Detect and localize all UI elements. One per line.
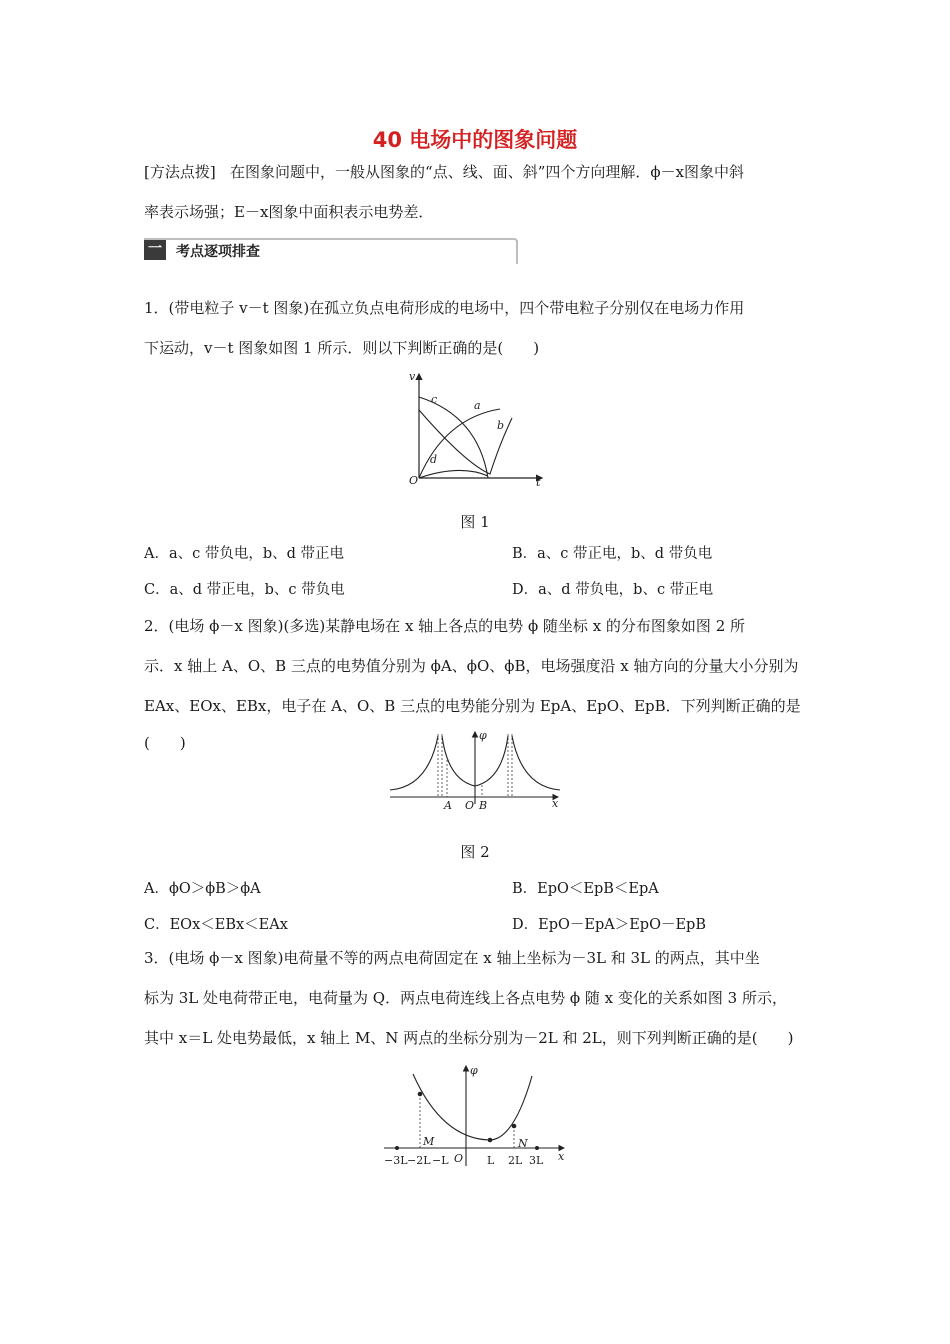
figure-3-label-m: M xyxy=(423,1135,435,1148)
section-header xyxy=(144,238,520,262)
figure-3-point-m xyxy=(418,1092,423,1097)
q2-line-2: 示．x 轴上 A、O、B 三点的电势值分别为 ϕA、ϕO、ϕB，电场强度沿 x 轴方向的分量大小分别为 xyxy=(144,657,799,675)
figure-2-x-label: x xyxy=(552,797,559,810)
figure-1-caption: 图 1 xyxy=(460,513,490,531)
q2-option-b[interactable]: B．EpO＜EpB＜EpA xyxy=(512,881,659,897)
figure-3-origin: O xyxy=(454,1152,464,1165)
figure-1-x-label: t xyxy=(536,476,541,489)
figure-2-curve-right xyxy=(512,736,560,790)
figure-3-tick-3l: 3L xyxy=(529,1154,544,1167)
q1-option-c[interactable]: C．a、d 带正电，b、c 带负电 xyxy=(144,582,345,598)
curve-label-a: a xyxy=(474,399,481,412)
figure-3-tick-2l: 2L xyxy=(508,1154,523,1167)
figure-3-phi-x-graph xyxy=(384,1064,574,1170)
figure-3-point-n xyxy=(512,1124,517,1129)
curve-label-d: d xyxy=(430,453,438,466)
figure-3-charge-right xyxy=(535,1146,539,1150)
q2-option-d[interactable]: D．EpO－EpA＞EpO－EpB xyxy=(512,917,706,933)
figure-3-charge-left xyxy=(395,1146,399,1150)
figure-1-vt-graph xyxy=(400,368,550,490)
q1-option-b[interactable]: B．a、c 带正电，b、d 带负电 xyxy=(512,546,713,562)
q3-line-3: 其中 x＝L 处电势最低，x 轴上 M、N 两点的坐标分别为－2L 和 2L，则下列判断正确的是( ) xyxy=(144,1029,794,1047)
figure-2-label-a: A xyxy=(444,799,452,812)
curve-label-c: c xyxy=(431,393,438,406)
figure-1-origin: O xyxy=(409,474,419,487)
section-label: 考点逐项排查 xyxy=(176,244,260,260)
intro-line-1: [方法点拨] 在图象问题中，一般从图象的“点、线、面、斜”四个方向理解．ϕ－x图象中斜 xyxy=(144,163,745,181)
curve-label-b: b xyxy=(497,419,505,432)
figure-3-label-n: N xyxy=(518,1137,528,1150)
figure-1-y-label: v xyxy=(409,370,416,383)
q1-option-a[interactable]: A．a、c 带负电，b、d 带正电 xyxy=(144,546,345,562)
figure-2-curve-left xyxy=(390,736,438,790)
figure-3-x-label: x xyxy=(558,1150,565,1163)
q3-line-2: 标为 3L 处电荷带正电，电荷量为 Q．两点电荷连线上各点电势 ϕ 随 x 变化的关系如图 3 所示， xyxy=(144,989,787,1007)
q2-option-a[interactable]: A．ϕO＞ϕB＞ϕA xyxy=(144,881,261,897)
figure-2-caption: 图 2 xyxy=(460,843,490,861)
q2-option-c[interactable]: C．EOx＜EBx＜EAx xyxy=(144,917,288,933)
q1-line-2: 下运动，v－t 图象如图 1 所示．则以下判断正确的是( ) xyxy=(144,339,540,357)
q2-line-1: 2．(电场 ϕ－x 图象)(多选)某静电场在 x 轴上各点的电势 ϕ 随坐标 x 的分布图象如图 2 所 xyxy=(144,617,746,635)
figure-3-y-label: φ xyxy=(470,1064,478,1077)
figure-3-point-min xyxy=(488,1138,493,1143)
figure-2-label-b: B xyxy=(479,799,488,812)
figure-3-tick-l: L xyxy=(487,1154,495,1167)
q1-option-d[interactable]: D．a、d 带负电，b、c 带正电 xyxy=(512,582,714,598)
q1-line-1: 1．(带电粒子 v－t 图象)在孤立负点电荷形成的电场中，四个带电粒子分别仅在电场力作用 xyxy=(144,299,745,317)
q3-line-1: 3．(电场 ϕ－x 图象)电荷量不等的两点电荷固定在 x 轴上坐标为－3L 和 3L 的两点，其中坐 xyxy=(144,949,760,967)
figure-3-tick-neg3l: −3L xyxy=(384,1154,408,1167)
figure-2-label-o: O xyxy=(465,799,475,812)
intro-line-2: 率表示场强；E－x图象中面积表示电势差． xyxy=(144,203,434,221)
q2-line-3: EAx、EOx、EBx，电子在 A、O、B 三点的电势能分别为 EpA、EpO、EpB．下列判断正确的是( ) xyxy=(144,697,801,752)
curve-a xyxy=(419,409,500,478)
figure-3-tick-neg2l: −2L xyxy=(407,1154,431,1167)
figure-3-tick-negl: −L xyxy=(432,1154,449,1167)
section-number: 一 xyxy=(144,240,166,260)
intro-tag: [方法点拨] xyxy=(144,163,216,181)
figure-2-y-label: φ xyxy=(479,729,487,742)
curve-d xyxy=(419,470,488,478)
page-title: 40 电场中的图象问题 xyxy=(372,128,578,152)
figure-2-phi-x-graph xyxy=(390,730,565,810)
